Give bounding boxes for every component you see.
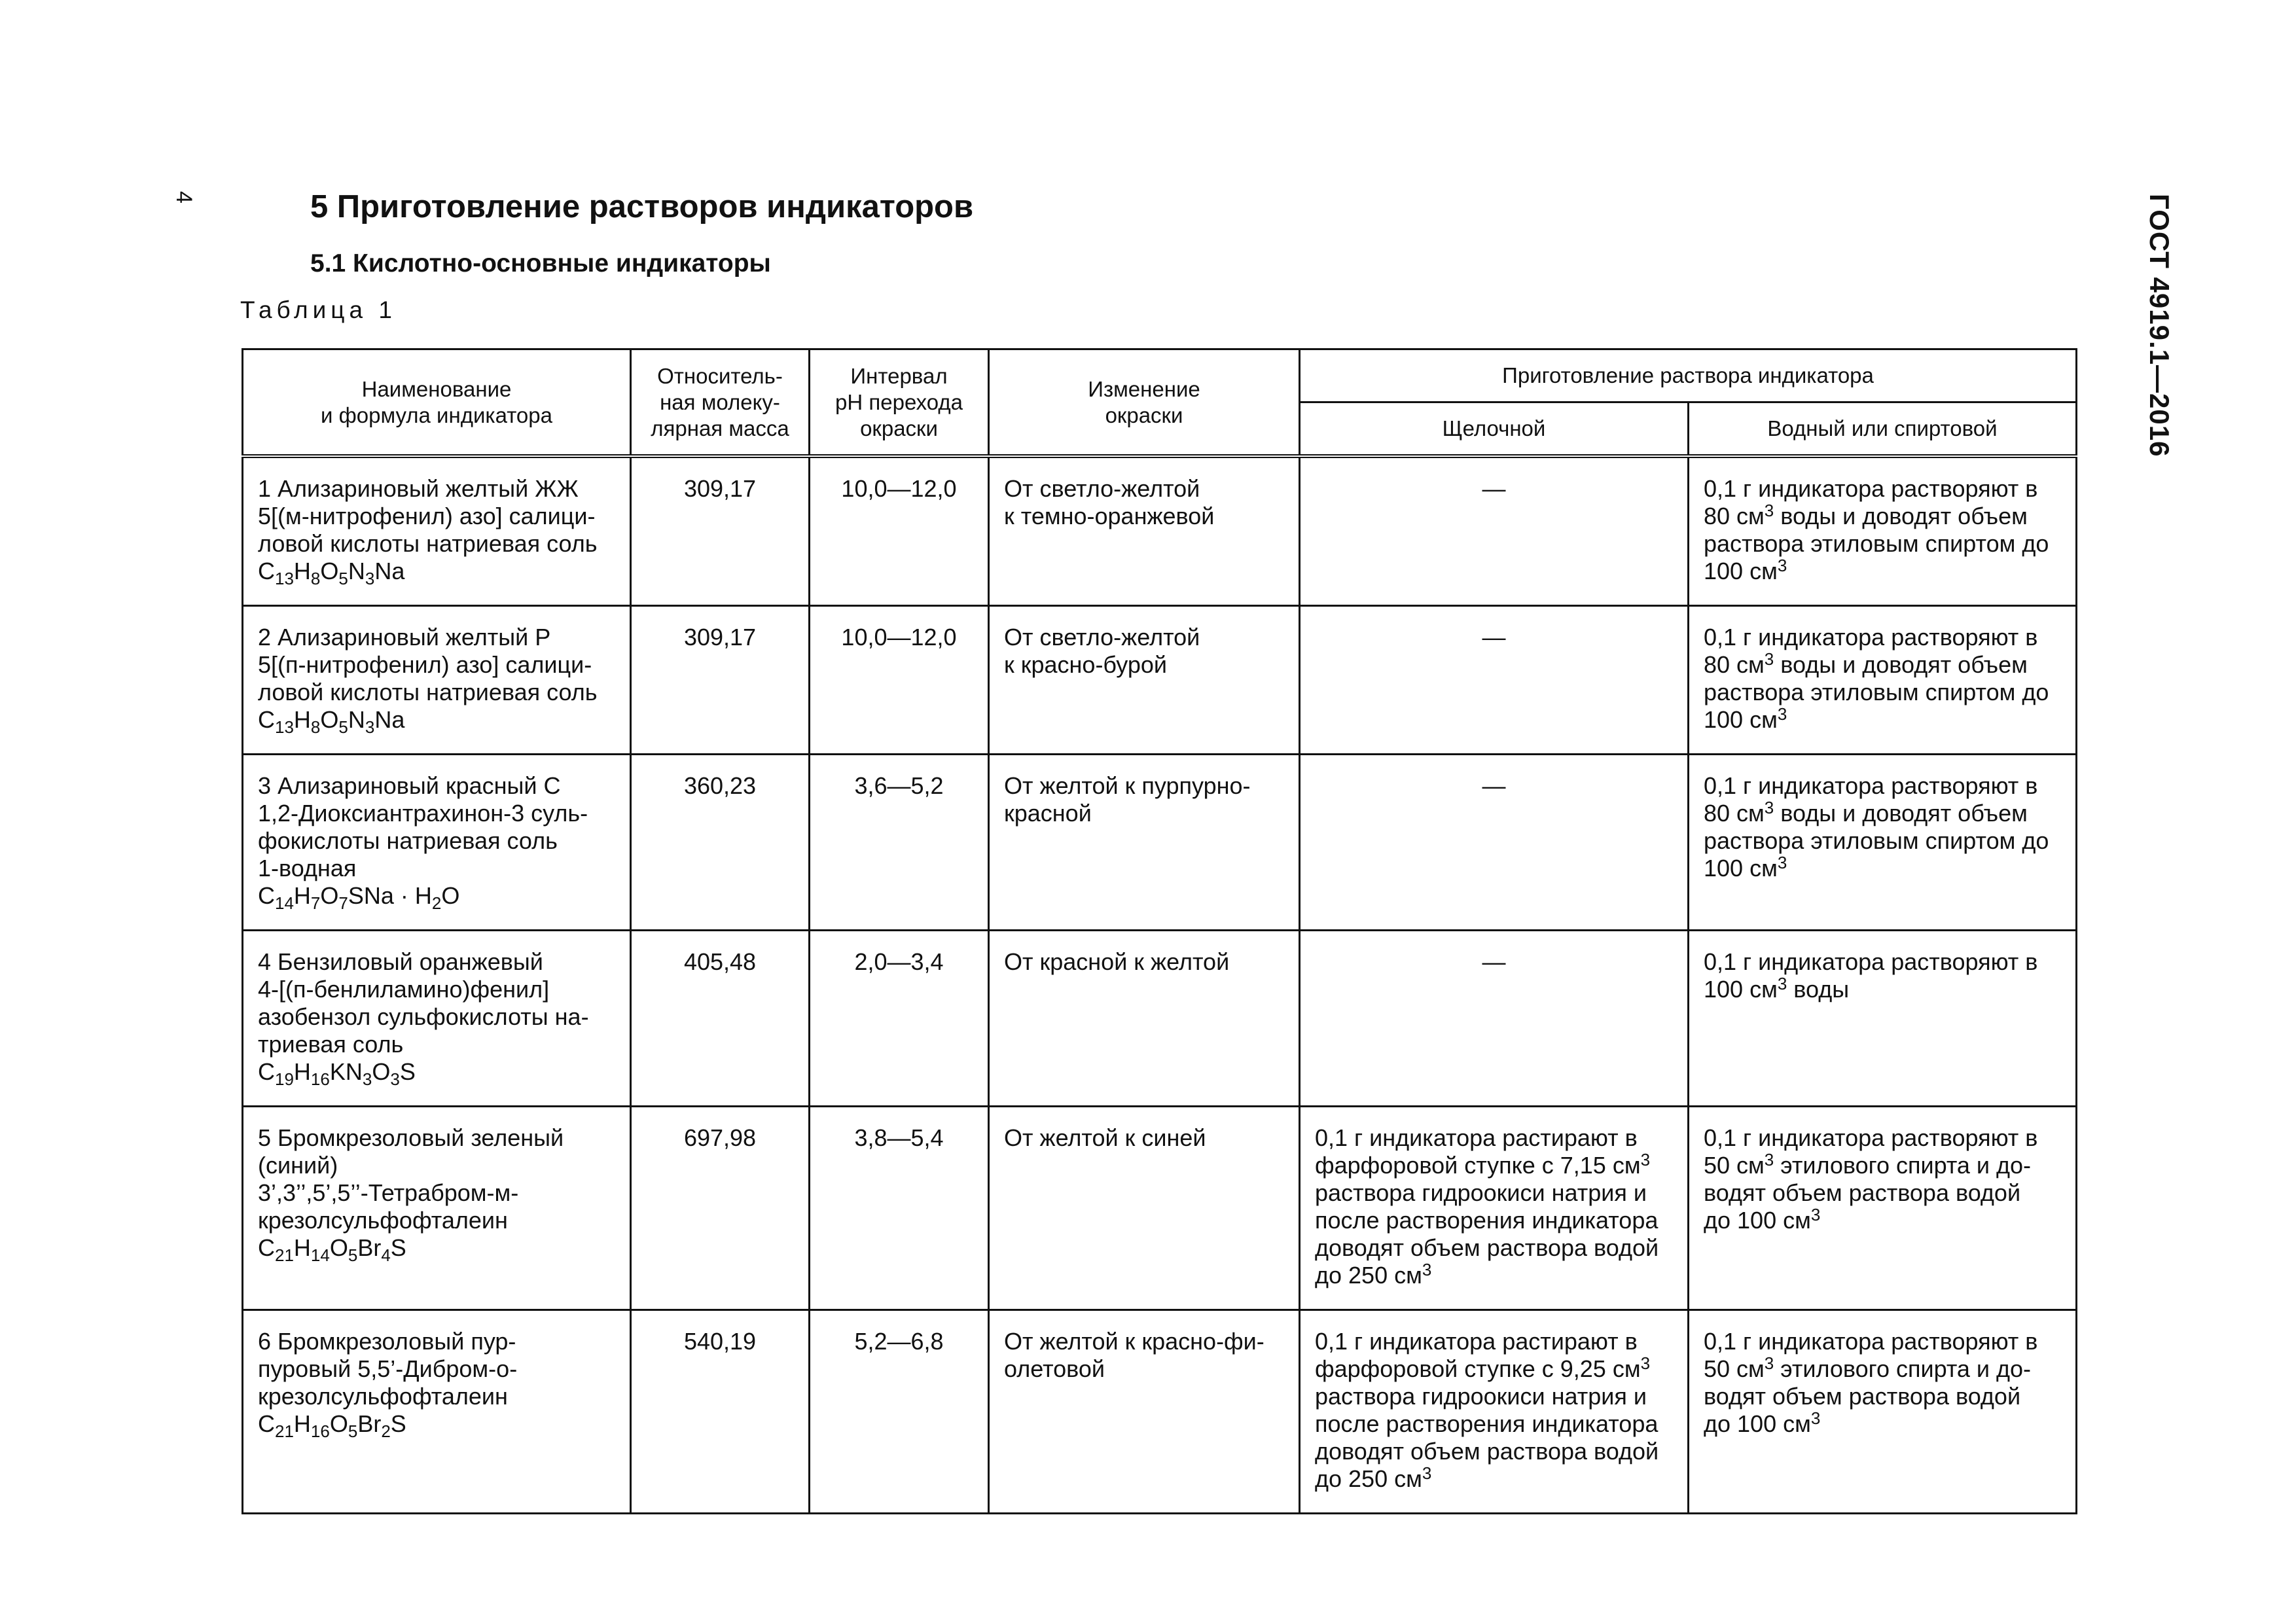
formula-element: H [293, 882, 311, 909]
formula-index: 8 [310, 717, 321, 737]
chemical-formula [258, 706, 615, 737]
color-change-cell [989, 755, 1300, 931]
indicator-table [242, 348, 2077, 1514]
subsection-title: 5.1 Кислотно-основные индикаторы [310, 249, 771, 277]
formula-index: 21 [275, 1245, 294, 1265]
formula-element: O [329, 1410, 348, 1437]
indicator-name-cell [243, 1310, 631, 1514]
color-change-cell [989, 1107, 1300, 1310]
header-name: Наименование и формула индикатора [243, 349, 631, 457]
alkaline-line [1315, 1234, 1673, 1262]
alkaline-line [1315, 1328, 1673, 1355]
aqueous-preparation-cell [1689, 606, 2077, 755]
aqueous-line [1704, 1355, 2061, 1383]
aqueous-line [1704, 948, 2061, 976]
color-change-cell [989, 456, 1300, 606]
formula-element: O [320, 558, 339, 584]
formula-element: O [320, 882, 339, 909]
aqueous-text: 0,1 г индикатора растворяют в [1704, 948, 2038, 975]
alkaline-preparation-cell: — [1300, 755, 1689, 931]
aqueous-text: раствора этиловым спиртом до [1704, 679, 2049, 705]
indicator-name-line: азобензол сульфокислоты на- [258, 1003, 589, 1030]
formula-index: 5 [348, 1245, 358, 1265]
formula-element: Br [357, 1234, 382, 1261]
indicator-name-line: 6 Бромкрезоловый пур- [258, 1328, 516, 1355]
aqueous-text: 80 см [1704, 503, 1765, 529]
aqueous-text: воды и доводят объем [1774, 651, 2028, 678]
aqueous-text: до 100 см [1704, 1207, 1811, 1234]
alkaline-line [1315, 1355, 1673, 1383]
aqueous-text: до 100 см [1704, 1410, 1811, 1437]
indicator-name-cell [243, 1107, 631, 1310]
indicator-name-line: 4 Бензиловый оранжевый [258, 948, 543, 975]
aqueous-line [1704, 800, 2061, 827]
aqueous-text: 0,1 г индикатора растворяют в [1704, 1124, 2038, 1151]
aqueous-line [1704, 651, 2061, 679]
molecular-mass-cell: 309,17 [631, 456, 810, 606]
indicator-name-line: 1-водная [258, 855, 357, 882]
alkaline-line [1315, 1465, 1673, 1493]
indicator-name-line: ловой кислоты натриевая соль [258, 679, 598, 705]
indicator-name-line: 1,2-Диоксиантрахинон-3 суль- [258, 800, 588, 827]
chemical-formula [258, 1410, 615, 1441]
table-row [243, 1107, 2077, 1310]
aqueous-line [1704, 1179, 2061, 1207]
indicator-name-line: ловой кислоты натриевая соль [258, 530, 598, 557]
indicator-name-line: 3 Ализариновый красный С [258, 772, 561, 799]
formula-element: C [258, 1234, 275, 1261]
chemical-formula [258, 558, 615, 588]
color-change-line: красной [1004, 800, 1092, 827]
formula-index: 2 [431, 893, 442, 913]
aqueous-preparation-cell [1689, 456, 2077, 606]
color-change-cell [989, 606, 1300, 755]
formula-element: H [293, 706, 311, 733]
formula-element: O [320, 706, 339, 733]
header-aqueous: Водный или спиртовой [1689, 402, 2077, 457]
formula-element: SNa · H [348, 882, 432, 909]
formula-element: C [258, 882, 275, 909]
ph-interval-cell: 3,8—5,4 [810, 1107, 989, 1310]
molecular-mass-cell: 540,19 [631, 1310, 810, 1514]
aqueous-line [1704, 827, 2061, 855]
indicator-name-cell [243, 931, 631, 1107]
aqueous-text: этилового спирта и до- [1774, 1152, 2032, 1179]
alkaline-line [1315, 1179, 1673, 1207]
alkaline-preparation-cell [1300, 1107, 1689, 1310]
header-alkaline: Щелочной [1300, 402, 1689, 457]
aqueous-text: воды [1787, 976, 1850, 1003]
header-mass: Относитель- ная молеку- лярная масса [631, 349, 810, 457]
color-change-line: олетовой [1004, 1355, 1105, 1382]
table-row [243, 931, 2077, 1107]
superscript-3: 3 [1777, 556, 1787, 575]
alkaline-line [1315, 1262, 1673, 1289]
indicator-name-cell [243, 755, 631, 931]
color-change-line: От красной к желтой [1004, 948, 1230, 975]
formula-element: H [293, 1410, 311, 1437]
formula-element: C [258, 1058, 275, 1085]
superscript-3: 3 [1810, 1205, 1821, 1224]
header-change: Изменение окраски [989, 349, 1300, 457]
formula-index: 5 [338, 569, 348, 588]
page-number: 4 [171, 191, 196, 204]
formula-element: C [258, 706, 275, 733]
aqueous-line [1704, 1124, 2061, 1152]
formula-index: 14 [310, 1245, 330, 1265]
formula-element: Na [374, 706, 405, 733]
aqueous-preparation-cell [1689, 1107, 2077, 1310]
aqueous-line [1704, 679, 2061, 706]
aqueous-line [1704, 855, 2061, 882]
aqueous-text: раствора этиловым спиртом до [1704, 827, 2049, 854]
chemical-formula [258, 882, 615, 913]
alkaline-text: раствора гидроокиси натрия и [1315, 1179, 1647, 1206]
indicator-name-line: крезолсульфофталеин [258, 1383, 508, 1410]
aqueous-text: 100 см [1704, 976, 1778, 1003]
color-change-line: От желтой к красно-фи- [1004, 1328, 1265, 1355]
table-row [243, 1310, 2077, 1514]
aqueous-line [1704, 772, 2061, 800]
formula-element: O [372, 1058, 391, 1085]
formula-index: 16 [310, 1421, 330, 1441]
color-change-line: От светло-желтой [1004, 475, 1200, 502]
aqueous-preparation-cell [1689, 1310, 2077, 1514]
formula-index: 13 [275, 569, 294, 588]
aqueous-line [1704, 1152, 2061, 1179]
indicator-name-line: фокислоты натриевая соль [258, 827, 558, 854]
alkaline-text: доводят объем раствора водой [1315, 1438, 1659, 1465]
alkaline-text: фарфоровой ступке с 7,15 см [1315, 1152, 1641, 1179]
alkaline-text: до 250 см [1315, 1465, 1422, 1492]
alkaline-text: 0,1 г индикатора растирают в [1315, 1124, 1638, 1151]
ph-interval-cell: 10,0—12,0 [810, 456, 989, 606]
aqueous-text: водят объем раствора водой [1704, 1383, 2021, 1410]
aqueous-text: 80 см [1704, 651, 1765, 678]
formula-element: H [293, 558, 311, 584]
alkaline-text: раствора гидроокиси натрия и [1315, 1383, 1647, 1410]
formula-element: S [399, 1058, 416, 1085]
aqueous-text: 0,1 г индикатора растворяют в [1704, 624, 2038, 651]
formula-element: C [258, 1410, 275, 1437]
superscript-3: 3 [1764, 649, 1774, 669]
aqueous-line [1704, 1383, 2061, 1410]
formula-element: N [348, 558, 365, 584]
formula-element: H [293, 1058, 311, 1085]
superscript-3: 3 [1640, 1353, 1651, 1373]
formula-index: 3 [365, 717, 375, 737]
superscript-3: 3 [1640, 1150, 1651, 1169]
aqueous-line [1704, 558, 2061, 585]
ph-interval-cell: 5,2—6,8 [810, 1310, 989, 1514]
indicator-name-line: крезолсульфофталеин [258, 1207, 508, 1234]
aqueous-line [1704, 1328, 2061, 1355]
alkaline-preparation-cell: — [1300, 931, 1689, 1107]
color-change-line: От светло-желтой [1004, 624, 1200, 651]
aqueous-line [1704, 976, 2061, 1003]
indicator-name-line: 1 Ализариновый желтый ЖЖ [258, 475, 579, 502]
aqueous-text: 50 см [1704, 1355, 1765, 1382]
aqueous-line [1704, 503, 2061, 530]
superscript-3: 3 [1810, 1408, 1821, 1428]
formula-element: H [293, 1234, 311, 1261]
formula-element: KN [329, 1058, 363, 1085]
aqueous-preparation-cell [1689, 755, 2077, 931]
formula-index: 13 [275, 717, 294, 737]
alkaline-text: доводят объем раствора водой [1315, 1234, 1659, 1261]
aqueous-text: 100 см [1704, 706, 1778, 733]
table-caption: Таблица 1 [240, 296, 397, 323]
formula-index: 19 [275, 1069, 294, 1089]
aqueous-line [1704, 475, 2061, 503]
section-title: 5 Приготовление растворов индикаторов [310, 189, 974, 224]
indicator-name-line: 3’,3’’,5’,5’’-Тетрабром-м- [258, 1179, 519, 1206]
formula-index: 7 [338, 893, 348, 913]
formula-element: C [258, 558, 275, 584]
formula-element: S [390, 1234, 406, 1261]
indicator-name-line: (синий) [258, 1152, 338, 1179]
indicator-name-line: пуровый 5,5’-Дибром-о- [258, 1355, 518, 1382]
chemical-formula [258, 1058, 615, 1089]
table-row [243, 456, 2077, 606]
aqueous-line [1704, 624, 2061, 651]
indicator-name-cell [243, 606, 631, 755]
superscript-3: 3 [1764, 1353, 1774, 1373]
aqueous-preparation-cell [1689, 931, 2077, 1107]
formula-element: Br [357, 1410, 382, 1437]
alkaline-line [1315, 1207, 1673, 1234]
formula-index: 2 [381, 1421, 391, 1441]
alkaline-line [1315, 1383, 1673, 1410]
header-preparation: Приготовление раствора индикатора [1300, 349, 2077, 402]
superscript-3: 3 [1764, 798, 1774, 817]
aqueous-text: 50 см [1704, 1152, 1765, 1179]
aqueous-text: водят объем раствора водой [1704, 1179, 2021, 1206]
indicator-name-line: 4-[(п-бенлиламино)фенил] [258, 976, 550, 1003]
aqueous-text: раствора этиловым спиртом до [1704, 530, 2049, 557]
indicator-name-cell [243, 456, 631, 606]
color-change-cell [989, 1310, 1300, 1514]
alkaline-text: 0,1 г индикатора растирают в [1315, 1328, 1638, 1355]
color-change-line: к темно-оранжевой [1004, 503, 1215, 529]
header-interval: Интервал pH перехода окраски [810, 349, 989, 457]
formula-element: Na [374, 558, 405, 584]
formula-element: N [348, 706, 365, 733]
molecular-mass-cell: 360,23 [631, 755, 810, 931]
formula-index: 4 [381, 1245, 391, 1265]
aqueous-line [1704, 1207, 2061, 1234]
alkaline-preparation-cell: — [1300, 456, 1689, 606]
aqueous-text: воды и доводят объем [1774, 800, 2028, 827]
formula-index: 3 [365, 569, 375, 588]
ph-interval-cell: 2,0—3,4 [810, 931, 989, 1107]
formula-element: S [390, 1410, 406, 1437]
alkaline-text: до 250 см [1315, 1262, 1422, 1289]
ph-interval-cell: 10,0—12,0 [810, 606, 989, 755]
superscript-3: 3 [1764, 501, 1774, 520]
indicator-name-line: 5[(м-нитрофенил) азо] салици- [258, 503, 596, 529]
chemical-formula [258, 1234, 615, 1265]
standard-designation: ГОСТ 4919.1—2016 [2144, 194, 2175, 457]
formula-index: 14 [275, 893, 294, 913]
color-change-line: От желтой к синей [1004, 1124, 1206, 1151]
aqueous-text: 0,1 г индикатора растворяют в [1704, 772, 2038, 799]
superscript-3: 3 [1777, 974, 1787, 993]
superscript-3: 3 [1764, 1150, 1774, 1169]
superscript-3: 3 [1777, 853, 1787, 872]
formula-index: 8 [310, 569, 321, 588]
aqueous-line [1704, 1410, 2061, 1438]
formula-index: 5 [348, 1421, 358, 1441]
aqueous-line [1704, 706, 2061, 734]
formula-index: 7 [310, 893, 321, 913]
alkaline-text: после растворения индикатора [1315, 1410, 1659, 1437]
alkaline-preparation-cell: — [1300, 606, 1689, 755]
alkaline-text: после растворения индикатора [1315, 1207, 1659, 1234]
superscript-3: 3 [1422, 1463, 1432, 1483]
formula-index: 16 [310, 1069, 330, 1089]
ph-interval-cell: 3,6—5,2 [810, 755, 989, 931]
formula-index: 3 [390, 1069, 400, 1089]
aqueous-text: воды и доводят объем [1774, 503, 2028, 529]
molecular-mass-cell: 309,17 [631, 606, 810, 755]
molecular-mass-cell: 405,48 [631, 931, 810, 1107]
aqueous-line [1704, 530, 2061, 558]
indicator-name-line: 2 Ализариновый желтый Р [258, 624, 551, 651]
superscript-3: 3 [1777, 704, 1787, 724]
formula-index: 21 [275, 1421, 294, 1441]
indicator-name-line: 5[(п-нитрофенил) азо] салици- [258, 651, 592, 678]
aqueous-text: 0,1 г индикатора растворяют в [1704, 475, 2038, 502]
alkaline-line [1315, 1410, 1673, 1438]
color-change-line: к красно-бурой [1004, 651, 1168, 678]
table-row [243, 755, 2077, 931]
formula-index: 3 [362, 1069, 372, 1089]
formula-element: O [441, 882, 460, 909]
aqueous-text: 0,1 г индикатора растворяют в [1704, 1328, 2038, 1355]
alkaline-preparation-cell [1300, 1310, 1689, 1514]
molecular-mass-cell: 697,98 [631, 1107, 810, 1310]
superscript-3: 3 [1422, 1260, 1432, 1279]
color-change-line: От желтой к пурпурно- [1004, 772, 1251, 799]
indicator-name-line: 5 Бромкрезоловый зеленый [258, 1124, 564, 1151]
aqueous-text: 100 см [1704, 855, 1778, 882]
aqueous-text: 100 см [1704, 558, 1778, 584]
formula-index: 5 [338, 717, 348, 737]
color-change-cell [989, 931, 1300, 1107]
indicator-name-line: триевая соль [258, 1031, 404, 1058]
alkaline-line [1315, 1124, 1673, 1152]
aqueous-text: этилового спирта и до- [1774, 1355, 2032, 1382]
aqueous-text: 80 см [1704, 800, 1765, 827]
alkaline-text: фарфоровой ступке с 9,25 см [1315, 1355, 1641, 1382]
formula-element: O [329, 1234, 348, 1261]
alkaline-line [1315, 1152, 1673, 1179]
alkaline-line [1315, 1438, 1673, 1465]
table-row [243, 606, 2077, 755]
